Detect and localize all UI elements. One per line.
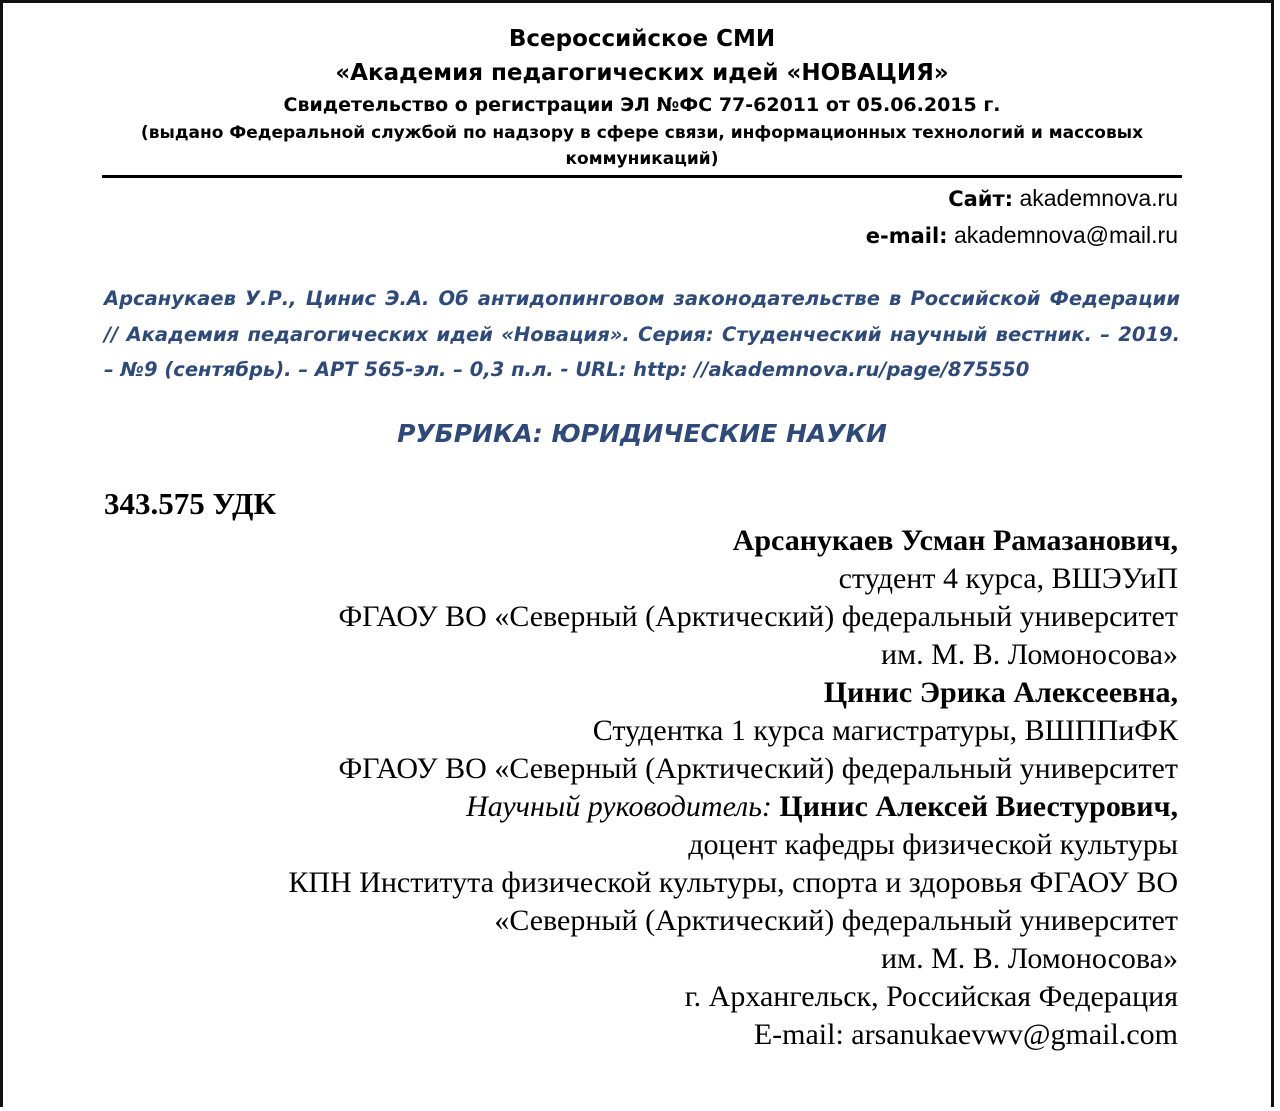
citation-text: Арсанукаев У.Р., Цинис Э.А. Об антидопинговом законодательстве в Российской Федерации // Академия педагогических идей «Новация». Серия: Студенческий научный вестник. – 2019. – №9 (сентябрь). – АРТ 565-эл. – 0,3 п.л. - URL: http: //akademnova.ru/page/875550 [104,287,1180,381]
authors-block [102,522,1178,1054]
supervisor-label: Научный руководитель: [466,790,772,823]
email-label: e-mail: [865,224,948,248]
site-label: Сайт: [948,187,1014,211]
email-line [866,217,1178,254]
registration-issuer-cont: коммуникаций) [565,149,719,169]
author2-position: Студентка 1 курса магистратуры, ВШППиФК [592,714,1178,747]
email-link[interactable]: akademnova@mail.ru [953,222,1178,248]
udk-code: 343.575 УДК [104,486,276,521]
masthead-name: «Академия педагогических идей «НОВАЦИЯ» [335,60,949,86]
author1-university-cont: им. М. В. Ломоносова» [881,638,1178,671]
supervisor-position: доцент кафедры физической культуры [688,828,1178,861]
registration-issuer: (выдано Федеральной службой по надзору в сфере связи, информационных технологий и массовых [140,123,1144,143]
header-divider [102,175,1182,178]
author-email[interactable]: E-mail: arsanukaevwv@gmail.com [753,1018,1178,1051]
author2-name: Цинис Эрика Алексеевна, [823,676,1178,709]
location: г. Архангельск, Российская Федерация [684,980,1178,1013]
masthead-title: Всероссийское СМИ [508,26,776,52]
rubric-heading: РУБРИКА: ЮРИДИЧЕСКИЕ НАУКИ [397,419,887,448]
supervisor-university-cont: им. М. В. Ломоносова» [881,942,1178,975]
supervisor-institute: КПН Института физической культуры, спорта и здоровья ФГАОУ ВО [288,866,1178,899]
registration-certificate: Свидетельство о регистрации ЭЛ №ФС 77-62011 от 05.06.2015 г. [283,94,1001,116]
site-line [866,180,1178,217]
author1-university: ФГАОУ ВО «Северный (Арктический) федеральный университет [338,600,1178,633]
contacts-block [866,180,1178,254]
masthead [102,22,1182,172]
author2-university: ФГАОУ ВО «Северный (Арктический) федеральный университет [338,752,1178,785]
author1-name: Арсанукаев Усман Рамазанович, [732,524,1178,557]
site-link[interactable]: akademnova.ru [1019,185,1178,211]
author1-position: студент 4 курса, ВШЭУиП [838,562,1178,595]
supervisor-university: «Северный (Арктический) федеральный университет [494,904,1178,937]
supervisor-line [102,788,1178,826]
supervisor-name: Цинис Алексей Виестурович, [779,790,1178,823]
